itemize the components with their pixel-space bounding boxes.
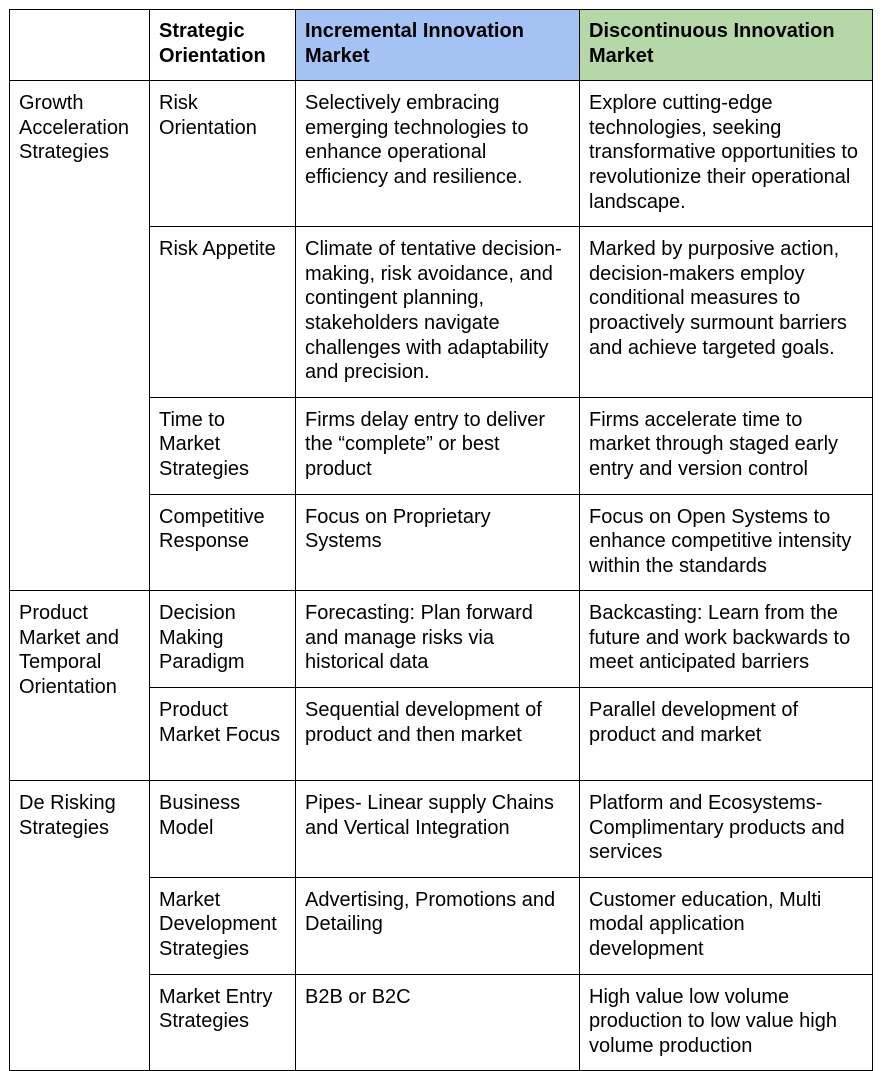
incremental-cell: Selectively embracing emerging technologies to enhance operational efficiency and resilience. [296,81,580,227]
orientation-cell: Market Entry Strategies [150,974,296,1071]
discontinuous-cell: Platform and Ecosystems- Complimentary products and services [580,781,873,878]
orientation-cell: Product Market Focus [150,688,296,781]
header-incremental-innovation: Incremental Innovation Market [296,10,580,81]
discontinuous-cell: Parallel development of product and market [580,688,873,781]
discontinuous-cell: Firms accelerate time to market through staged early entry and version control [580,397,873,494]
discontinuous-cell: Marked by purposive action, decision-makers employ conditional measures to proactively surmount barriers and achieve targeted goals. [580,227,873,398]
header-group-cell [10,10,150,81]
header-row [10,10,873,81]
incremental-cell: B2B or B2C [296,974,580,1071]
orientation-cell: Market Development Strategies [150,877,296,974]
header-discontinuous-innovation: Discontinuous Innovation Market [580,10,873,81]
discontinuous-cell: Focus on Open Systems to enhance competitive intensity within the standards [580,494,873,591]
incremental-cell: Forecasting: Plan forward and manage risks via historical data [296,591,580,688]
orientation-cell: Time to Market Strategies [150,397,296,494]
orientation-cell: Decision Making Paradigm [150,591,296,688]
incremental-cell: Advertising, Promotions and Detailing [296,877,580,974]
discontinuous-cell: High value low volume production to low value high volume production [580,974,873,1071]
discontinuous-cell: Backcasting: Learn from the future and work backwards to meet anticipated barriers [580,591,873,688]
incremental-cell: Focus on Proprietary Systems [296,494,580,591]
incremental-cell: Pipes- Linear supply Chains and Vertical Integration [296,781,580,878]
header-strategic-orientation: Strategic Orientation [150,10,296,81]
table-row [10,591,873,688]
incremental-cell: Sequential development of product and then market [296,688,580,781]
incremental-cell: Climate of tentative decision-making, risk avoidance, and contingent planning, stakeholders navigate challenges with adaptability and precision. [296,227,580,398]
discontinuous-cell: Customer education, Multi modal application development [580,877,873,974]
group-product-market-temporal: Product Market and Temporal Orientation [10,591,150,781]
innovation-strategy-table [9,9,873,1071]
table-row [10,781,873,878]
orientation-cell: Business Model [150,781,296,878]
group-growth-acceleration: Growth Acceleration Strategies [10,81,150,591]
orientation-cell: Risk Orientation [150,81,296,227]
discontinuous-cell: Explore cutting-edge technologies, seeking transformative opportunities to revolutionize their operational landscape. [580,81,873,227]
orientation-cell: Competitive Response [150,494,296,591]
incremental-cell: Firms delay entry to deliver the “complete” or best product [296,397,580,494]
group-de-risking: De Risking Strategies [10,781,150,1071]
table-row [10,81,873,227]
orientation-cell: Risk Appetite [150,227,296,398]
